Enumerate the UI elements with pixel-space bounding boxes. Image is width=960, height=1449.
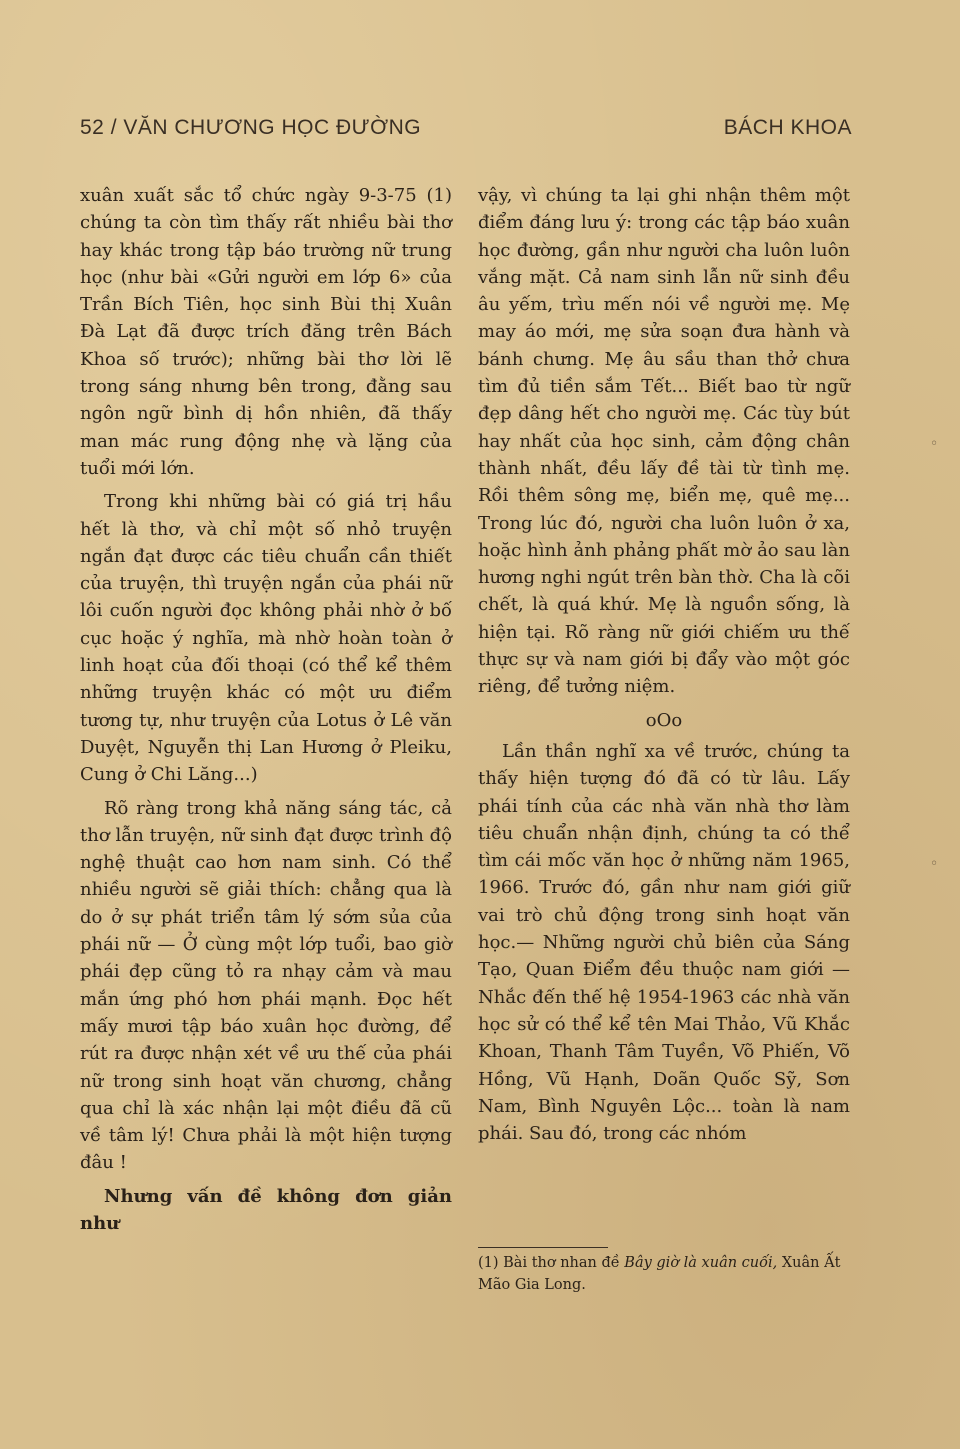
left-column — [80, 182, 452, 1243]
magazine-title: BÁCH KHOA — [723, 116, 852, 139]
footnote-divider — [478, 1247, 608, 1248]
paragraph: Rõ ràng trong khả năng sáng tác, cả thơ lẫn truyện, nữ sinh đạt được trình độ nghệ thuật cao hơn nam sinh. Có thể nhiều người sẽ giải thích: chẳng qua là do ở sự phát triển tâm lý sớm sủa của phái nữ — Ở cùng một lớp tuổi, bao giờ phái đẹp cũng tỏ ra nhạy cảm và mau mắn ứng phó hơn phái mạnh. Đọc hết mấy mươi tập báo xuân học đường, để rút ra được nhận xét về ưu thế của phái nữ trong sinh hoạt văn chương, chẳng qua chỉ là xác nhận lại một điều đã cũ về tâm lý! Chưa phải là một hiện tượng đâu ! — [80, 797, 452, 1174]
paragraph: xuân xuất sắc tổ chức ngày 9-3-75 (1) chúng ta còn tìm thấy rất nhiều bài thơ hay khác trong tập báo trường nữ trung học (như bài «Gửi người em lớp 6» của Trần Bích Tiên, học sinh Bùi thị Xuân Đà Lạt đã được trích đăng trên Bách Khoa số trước); những bài thơ lời lẽ trong sáng nhưng bên trong, đằng sau ngôn ngữ bình dị hồn nhiên, đã thấy man mác rung động nhẹ và lặng của tuổi mới lớn. — [80, 185, 452, 479]
footnote-poem-title: Bây giờ là xuân cuối, — [624, 1255, 778, 1271]
footnote-prefix: (1) Bài thơ nhan đề — [478, 1255, 625, 1271]
section-separator: oOo — [645, 709, 683, 731]
page-header — [80, 116, 852, 144]
paragraph: Nhưng vấn đề không đơn giản như — [80, 1185, 452, 1234]
footnote — [478, 1252, 850, 1296]
margin-mark: ◦ — [930, 856, 939, 872]
paragraph: vậy, vì chúng ta lại ghi nhận thêm một điểm đáng lưu ý: trong các tập báo xuân học đường, gần như người cha luôn luôn vắng mặt. Cả nam sinh lẫn nữ sinh đều âu yếm, trìu mến nói về người mẹ. Mẹ may áo mới, mẹ sửa soạn đưa hành và bánh chưng. Mẹ âu sầu than thở chưa tìm đủ tiền sắm Tết... Biết bao từ ngữ đẹp dâng hết cho người mẹ. Các tùy bút hay nhất của học sinh, cảm động chân thành nhất, đều lấy đề tài từ tình mẹ. Rồi thêm sông mẹ, biển mẹ, quê mẹ... Trong lúc đó, người cha luôn luôn ở xa, hoặc hình ảnh phảng phất mờ ảo sau làn hương nghi ngút trên bàn thờ. Cha là cõi chết, là quá khứ. Mẹ là nguồn sống, là hiện tại. Rõ ràng nữ giới chiếm ưu thế thực sự và nam giới bị đẩy vào một góc riêng, để tưởng niệm. — [478, 185, 850, 698]
right-column — [478, 182, 850, 1153]
margin-mark: ◦ — [930, 436, 939, 452]
paragraph: Lần thần nghĩ xa về trước, chúng ta thấy hiện tượng đó đã có từ lâu. Lấy phái tính của các nhà văn nhà thơ làm tiêu chuẩn nhận định, chúng ta có thể tìm cái mốc văn học ở những năm 1965, 1966. Trước đó, gần như nam giới giữ vai trò chủ động trong sinh hoạt văn học.— Những người chủ biên của Sáng Tạo, Quan Điểm đều thuộc nam giới — Nhắc đến thế hệ 1954-1963 các nhà văn học sử có thể kể tên Mai Thảo, Vũ Khắc Khoan, Thanh Tâm Tuyền, Võ Phiến, Võ Hồng, Vũ Hạnh, Doãn Quốc Sỹ, Sơn Nam, Bình Nguyên Lộc... toàn là nam phái. Sau đó, trong các nhóm — [478, 740, 850, 1145]
footnote-suffix: Xuân Ất Mão Gia Long. — [478, 1255, 841, 1293]
page-number-and-section: 52 / VĂN CHƯƠNG HỌC ĐƯỜNG — [80, 116, 422, 139]
paragraph: Trong khi những bài có giá trị hầu hết là thơ, và chỉ một số nhỏ truyện ngắn đạt được các tiêu chuẩn cần thiết của truyện, thì truyện ngắn của phái nữ lôi cuốn người đọc không phải nhờ ở bố cục hoặc ý nghĩa, mà nhờ hoàn toàn ở linh hoạt của đối thoại (có thể kể thêm những truyện khác có một ưu điểm tương tự, như truyện của Lotus ở Lê văn Duyệt, Nguyễn thị Lan Hương ở Pleiku, Cung ở Chi Lăng...) — [80, 491, 452, 786]
